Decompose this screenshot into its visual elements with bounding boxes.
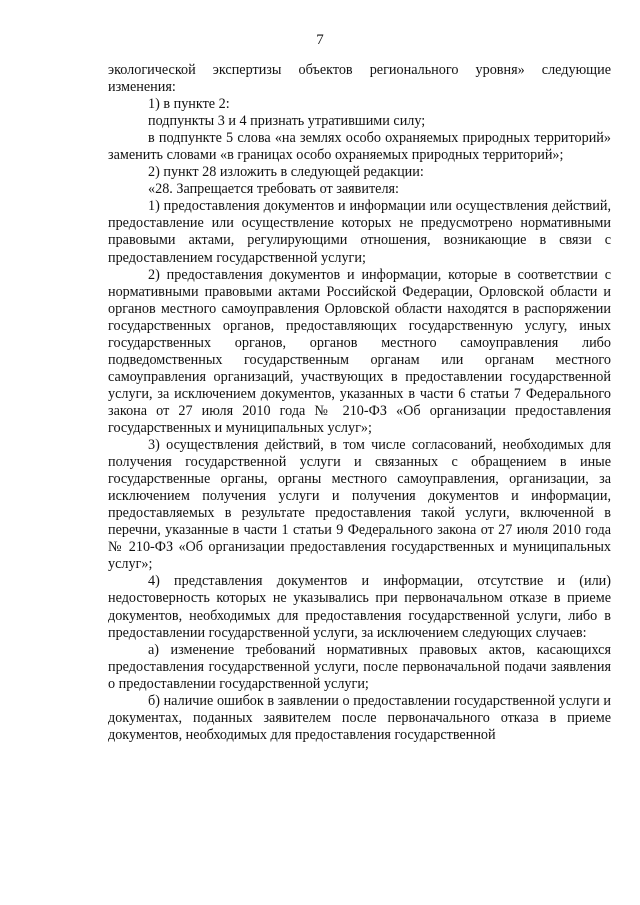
- paragraph-continuation: экологической экспертизы объектов регионального уровня» следующие изменения:: [108, 62, 611, 96]
- paragraph: а) изменение требований нормативных правовых актов, касающихся предоставления государственной услуги, после первоначальной подачи заявления о предоставлении государственной услуги;: [108, 641, 611, 692]
- paragraph: б) наличие ошибок в заявлении о предоставлении государственной услуги и документах, поданных заявителем после первоначального отказа в приеме документов, необходимых для предоставления государственной: [108, 692, 611, 743]
- paragraph: 3) осуществления действий, в том числе согласований, необходимых для получения государственной услуги и связанных с обращением в иные государственные органы, органы местного самоуправления, организации, за исключением получения услуги и получения документов и информации, предоставляемых в результате предоставления такой услуги, включенной в перечни, указанные в части 1 статьи 9 Федерального закона от 27 июля 2010 года № 210-ФЗ «Об организации предоставления государственных и муниципальных услуг»;: [108, 437, 611, 573]
- paragraph: 2) предоставления документов и информации, которые в соответствии с нормативными правовыми актами Российской Федерации, Орловской области и органов местного самоуправления Орловской области находятся в распоряжении государственных органов, предоставляющих государственную услугу, иных государственных органов, органов местного самоуправления либо подведомственных государственным органам или органам местного самоуправления организаций, участвующих в предоставлении государственной услуги, за исключением документов, указанных в части 6 статьи 7 Федерального закона от 27 июля 2010 года № 210-ФЗ «Об организации предоставления государственных и муниципальных услуг»;: [108, 266, 611, 436]
- page-number: 7: [316, 32, 324, 48]
- paragraph: 1) в пункте 2:: [148, 96, 230, 113]
- document-body: [108, 62, 611, 744]
- paragraph: 1) предоставления документов и информации или осуществления действий, предоставление или осуществление которых не предусмотрено нормативными правовыми актами, регулирующими отношения, возникающие в связи с предоставлением государственной услуги;: [108, 198, 611, 266]
- paragraph: подпункты 3 и 4 признать утратившими силу;: [148, 113, 426, 130]
- paragraph: 4) представления документов и информации, отсутствие и (или) недостоверность которых не указывались при первоначальном отказе в приеме документов, необходимых для предоставления государственной услуги, либо в предоставлении государственной услуги, за исключением следующих случаев:: [108, 573, 611, 641]
- paragraph: 2) пункт 28 изложить в следующей редакции:: [148, 164, 424, 181]
- paragraph: «28. Запрещается требовать от заявителя:: [148, 181, 399, 198]
- paragraph: в подпункте 5 слова «на землях особо охраняемых природных территорий» заменить словами «в границах особо охраняемых природных территорий»;: [108, 130, 611, 164]
